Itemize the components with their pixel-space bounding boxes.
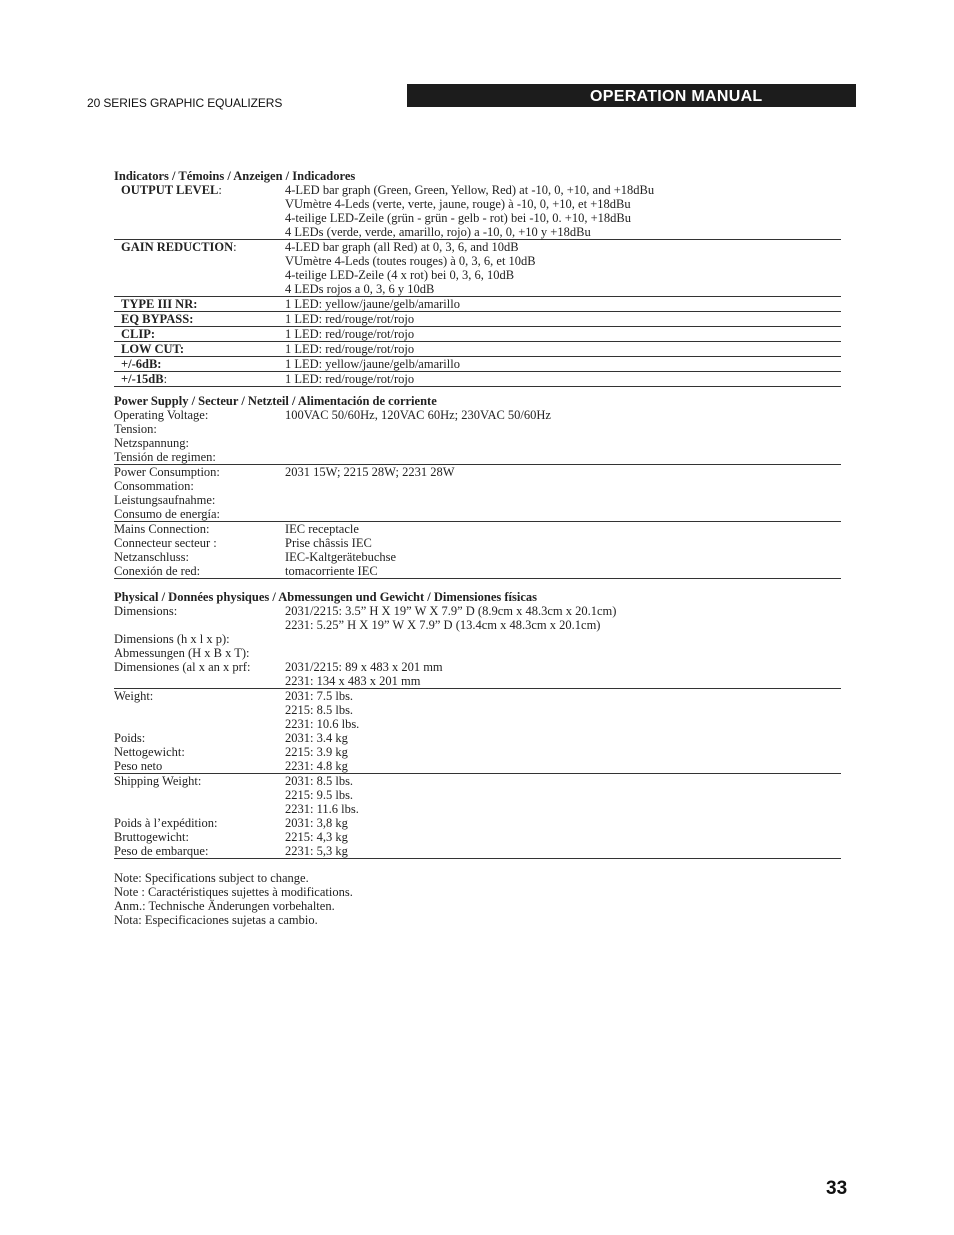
spec-value: IEC-Kaltgerätebuchse <box>285 550 397 564</box>
spec-label: Peso neto <box>114 759 163 773</box>
spec-value: 2215: 8.5 lbs. <box>285 703 354 717</box>
indicator-value: VUmètre 4-Leds (verte, verte, jaune, rouge) à -10, 0, +10, et +18dBu <box>285 197 631 211</box>
indicator-label: OUTPUT LEVEL <box>121 183 219 197</box>
indicator-value: 1 LED: red/rouge/rot/rojo <box>285 327 415 341</box>
note-line: Note : Caractéristiques sujettes à modifications. <box>114 885 353 899</box>
spec-value: 2231: 5,3 kg <box>285 844 348 858</box>
spec-value: 2031/2215: 3.5” H X 19” W X 7.9” D (8.9cm x 48.3cm x 20.1cm) <box>285 604 617 618</box>
spec-value: 2231: 134 x 483 x 201 mm <box>285 674 421 688</box>
power-row-voltage <box>114 408 841 465</box>
notes <box>114 871 353 927</box>
spec-value: 2231: 5.25” H X 19” W X 7.9” D (13.4cm x 48.3cm x 20.1cm) <box>285 618 601 632</box>
spec-label: Nettogewicht: <box>114 745 185 759</box>
physical-section <box>114 590 841 859</box>
spec-value: 2031: 3,8 kg <box>285 816 348 830</box>
spec-label: Tensión de regimen: <box>114 450 216 464</box>
indicator-value: 1 LED: red/rouge/rot/rojo <box>285 342 415 356</box>
spec-label: Netzspannung: <box>114 436 189 450</box>
series-title: 20 SERIES GRAPHIC EQUALIZERS <box>87 96 283 110</box>
indicator-value: 4-teilige LED-Zeile (grün - grün - gelb - rot) bei -10, 0. +10, +18dBu <box>285 211 631 225</box>
note-line: Nota: Especificaciones sujetas a cambio. <box>114 913 318 927</box>
spec-value: 100VAC 50/60Hz, 120VAC 60Hz; 230VAC 50/60Hz <box>285 408 551 422</box>
power-title: Power Supply / Secteur / Netzteil / Alimentación de corriente <box>114 394 437 408</box>
spec-value <box>285 479 841 493</box>
indicators-title: Indicators / Témoins / Anzeigen / Indicadores <box>114 169 356 183</box>
note-line: Note: Specifications subject to change. <box>114 871 309 885</box>
physical-row-weight <box>114 689 841 774</box>
indicator-label: EQ BYPASS: <box>121 312 194 326</box>
indicator-value: 1 LED: yellow/jaune/gelb/amarillo <box>285 357 460 371</box>
spec-label: Dimensions: <box>114 604 178 618</box>
spec-label: Conexión de red: <box>114 564 201 578</box>
spec-value: 2231: 10.6 lbs. <box>285 717 360 731</box>
indicator-value: 1 LED: red/rouge/rot/rojo <box>285 372 415 386</box>
spec-value: 2031 15W; 2215 28W; 2231 28W <box>285 465 455 479</box>
indicator-value: 4 LEDs rojos a 0, 3, 6 y 10dB <box>285 282 435 296</box>
spec-label: Bruttogewicht: <box>114 830 189 844</box>
spec-value: Prise châssis IEC <box>285 536 372 550</box>
indicator-row-output-level: OUTPUT LEVEL: 4-LED bar graph (Green, Green, Yellow, Red) at -10, 0, +10, and +18dBu VUmètre 4-Leds (verte, verte, jaune, rouge) à -10, 0, +10, et +18dBu 4-teilige LED-Zeile (grün - grün - gelb - rot) bei -10, 0. +10, +18dBu 4 LEDs (verde, verde, amarillo, rojo) a -10, 0, +10 y +18dBu <box>114 183 841 240</box>
indicator-row-6db <box>114 357 841 372</box>
spec-label: Operating Voltage: <box>114 408 209 422</box>
manual-title: OPERATION MANUAL <box>590 88 763 105</box>
spec-label: Tension: <box>114 422 157 436</box>
spec-label: Dimensions (h x l x p): <box>114 632 230 646</box>
spec-label <box>114 717 285 731</box>
indicator-label: +/-15dB <box>121 372 164 386</box>
spec-value: 2031: 8.5 lbs. <box>285 774 354 788</box>
physical-row-shipping-weight <box>114 774 841 859</box>
note-line: Anm.: Technische Änderungen vorbehalten. <box>114 899 335 913</box>
spec-value <box>285 632 841 646</box>
spec-label: Consommation: <box>114 479 194 493</box>
manual-banner <box>407 84 856 107</box>
spec-value <box>285 646 841 660</box>
indicator-label: CLIP: <box>121 327 156 341</box>
spec-value: 2215: 9.5 lbs. <box>285 788 354 802</box>
spec-label: Shipping Weight: <box>114 774 202 788</box>
spec-label <box>114 618 285 632</box>
spec-label: Peso de embarque: <box>114 844 209 858</box>
spec-value <box>285 436 841 450</box>
indicator-row-15db: +/-15dB: 1 LED: red/rouge/rot/rojo <box>114 372 841 387</box>
indicator-value: 4-LED bar graph (Green, Green, Yellow, Red) at -10, 0, +10, and +18dBu <box>285 183 655 197</box>
spec-value: 2215: 3.9 kg <box>285 745 348 759</box>
physical-title: Physical / Données physiques / Abmessungen und Gewicht / Dimensiones físicas <box>114 590 537 604</box>
spec-value: 2231: 11.6 lbs. <box>285 802 359 816</box>
indicator-value: 1 LED: yellow/jaune/gelb/amarillo <box>285 297 460 311</box>
indicator-label: GAIN REDUCTION <box>121 240 234 254</box>
page-number: 33 <box>826 1178 848 1199</box>
spec-label: Netzanschluss: <box>114 550 189 564</box>
spec-value: 2031: 7.5 lbs. <box>285 689 354 703</box>
indicator-value: 4-teilige LED-Zeile (4 x rot) bei 0, 3, 6, 10dB <box>285 268 515 282</box>
indicator-value: VUmètre 4-Leds (toutes rouges) à 0, 3, 6, et 10dB <box>285 254 536 268</box>
spec-value <box>285 493 841 507</box>
spec-value <box>285 450 841 464</box>
spec-label: Poids à l’expédition: <box>114 816 218 830</box>
indicator-row-low-cut <box>114 342 841 357</box>
spec-label: Mains Connection: <box>114 522 210 536</box>
indicator-label: TYPE III NR: <box>121 297 198 311</box>
indicators-section <box>114 169 841 387</box>
spec-label: Leistungsaufnahme: <box>114 493 216 507</box>
indicator-row-clip <box>114 327 841 342</box>
spec-label <box>114 674 285 688</box>
indicator-row-eq-bypass <box>114 312 841 327</box>
spec-label: Power Consumption: <box>114 465 220 479</box>
spec-label <box>114 788 285 802</box>
spec-label <box>114 802 285 816</box>
indicator-row-type-iii-nr <box>114 297 841 312</box>
spec-label: Poids: <box>114 731 146 745</box>
spec-label: Weight: <box>114 689 154 703</box>
spec-label: Dimensiones (al x an x prf: <box>114 660 251 674</box>
spec-value: 2231: 4.8 kg <box>285 759 348 773</box>
spec-label: Abmessungen (H x B x T): <box>114 646 250 660</box>
indicator-label: +/-6dB: <box>121 357 162 371</box>
spec-value: 2215: 4,3 kg <box>285 830 348 844</box>
spec-value <box>285 422 841 436</box>
spec-value: 2031/2215: 89 x 483 x 201 mm <box>285 660 443 674</box>
spec-label <box>114 703 285 717</box>
spec-value: IEC receptacle <box>285 522 359 536</box>
power-row-mains <box>114 522 841 579</box>
power-section <box>114 394 841 579</box>
spec-value: tomacorriente IEC <box>285 564 378 578</box>
indicator-value: 4 LEDs (verde, verde, amarillo, rojo) a -10, 0, +10 y +18dBu <box>285 225 591 239</box>
physical-row-dimensions <box>114 604 841 689</box>
indicator-row-gain-reduction: GAIN REDUCTION: 4-LED bar graph (all Red) at 0, 3, 6, and 10dB VUmètre 4-Leds (toutes rouges) à 0, 3, 6, et 10dB 4-teilige LED-Zeile (4 x rot) bei 0, 3, 6, 10dB 4 LEDs rojos a 0, 3, 6 y 10dB <box>114 240 841 297</box>
spec-label: Connecteur secteur : <box>114 536 217 550</box>
indicator-value: 4-LED bar graph (all Red) at 0, 3, 6, and 10dB <box>285 240 519 254</box>
spec-value <box>285 507 841 521</box>
indicator-label: LOW CUT: <box>121 342 185 356</box>
spec-value: 2031: 3.4 kg <box>285 731 348 745</box>
indicator-value: 1 LED: red/rouge/rot/rojo <box>285 312 415 326</box>
spec-label: Consumo de energía: <box>114 507 220 521</box>
power-row-consumption <box>114 465 841 522</box>
